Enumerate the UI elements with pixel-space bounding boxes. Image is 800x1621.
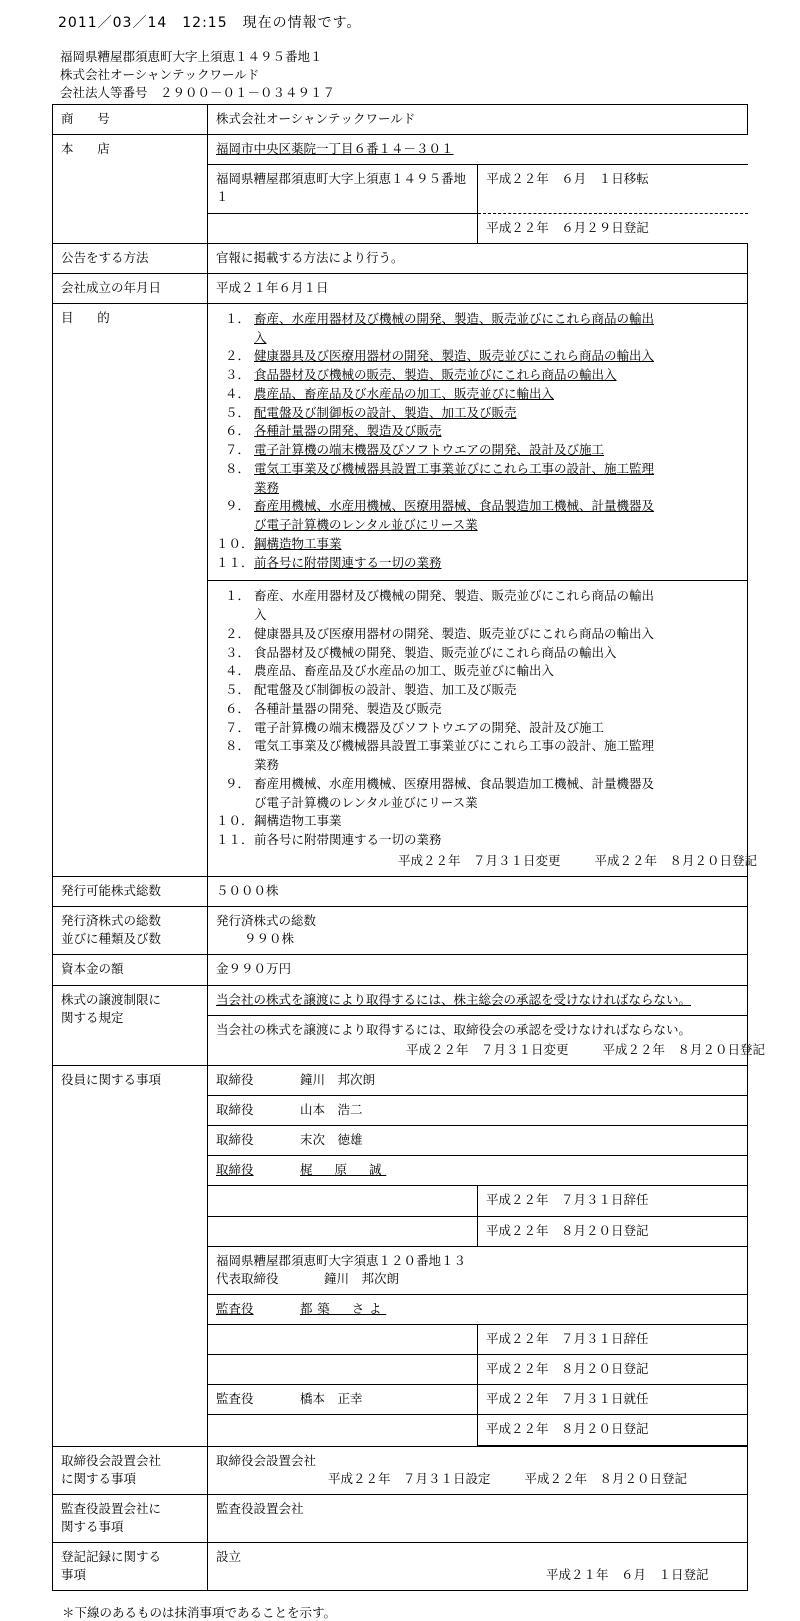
- officer-entry: [208, 1156, 747, 1186]
- purpose-item: [208, 831, 741, 850]
- purpose-item-text: 各種計量器の開発、製造及び販売: [254, 700, 442, 716]
- transfer-restriction-cell: [208, 985, 766, 1065]
- purpose-item: [208, 535, 741, 554]
- purpose-item-text: 前各号に附帯関連する一切の業務: [254, 832, 442, 848]
- officer-date-row: [208, 1216, 747, 1246]
- value-auditor-company: 監査役設置会社: [208, 1494, 748, 1542]
- purpose-item-number: １１．: [216, 832, 254, 848]
- label-issued-shares: 発行済株式の総数 並びに種類及び数: [53, 907, 208, 955]
- officers-cell: [208, 1065, 748, 1446]
- purpose-item-text: 畜産、水産用器材及び機械の開発、製造、販売並びにこれら商品の輸出: [254, 588, 655, 604]
- officer-date-row: [208, 1186, 747, 1216]
- purpose-item-number: ８．: [224, 460, 250, 476]
- officer-name: 梶 原 誠: [300, 1162, 387, 1178]
- auditor-row: [208, 1385, 747, 1415]
- corporate-number-line: 会社法人等番号 ２９００－０１－０３４９１７: [60, 84, 336, 100]
- value-trade-name: 株式会社オーシャンテックワールド: [208, 105, 748, 135]
- purpose-item-number: １１．: [216, 554, 254, 570]
- purpose-item-text: 業務: [254, 479, 280, 495]
- head-office-subtable: [208, 135, 748, 243]
- purpose-item-text: 電気工事業及び機械器具設置工事業並びにこれら工事の設計、施工監理: [254, 738, 655, 754]
- officer-entry: [208, 1294, 747, 1324]
- purpose-item-text: 配電盤及び制御板の設計、製造、加工及び販売: [254, 404, 517, 420]
- purpose-item-number: ６．: [224, 423, 250, 439]
- officer-name: 橋本 正幸: [300, 1391, 363, 1407]
- head-office-reg-row: [208, 213, 748, 243]
- officer-title: 取締役: [216, 1071, 254, 1087]
- purpose-item-text: 入: [254, 607, 267, 623]
- officer-date: 平成２２年 ７月３１日辞任: [478, 1325, 748, 1355]
- value-registry-record: 設立 平成２１年 ６月 １日登記: [208, 1543, 748, 1591]
- label-capital: 資本金の額: [53, 955, 208, 985]
- purpose-item-text: び電子計算機のレンタル並びにリース業: [254, 517, 478, 533]
- timestamp: 2011／03／14 12:15 現在の情報です。: [58, 15, 362, 31]
- head-office-move-date: 平成２２年 ６月 １日移転: [478, 165, 748, 213]
- head-office-blank: [208, 213, 478, 243]
- purpose-item: [208, 366, 741, 385]
- officer-title: 取締役: [216, 1132, 254, 1148]
- table-row-officers: [53, 1065, 748, 1446]
- value-board-company: 取締役会設置会社 平成２２年 ７月３１日設定 平成２２年 ８月２０日登記: [208, 1446, 748, 1494]
- purpose-item: [208, 422, 741, 441]
- purpose-item-text: 鋼構造物工事業: [254, 813, 342, 829]
- purpose-item-number: ７．: [224, 719, 250, 735]
- officer-date-spacer: [208, 1186, 478, 1216]
- officer-title: 監査役: [216, 1300, 254, 1316]
- value-authorized-shares: ５０００株: [208, 877, 748, 907]
- purpose-change-dates: 平成２２年 ７月３１日変更 平成２２年 ８月２０日登記: [398, 852, 758, 868]
- head-office-new-row: [208, 165, 748, 213]
- label-registry-record: 登記記録に関する 事項: [53, 1543, 208, 1591]
- purpose-item: [208, 554, 741, 573]
- table-row-authorized-shares: [53, 877, 748, 907]
- purpose-cell: [208, 303, 758, 876]
- purpose-item-text: 電子計算機の端末機器及びソフトウエアの開発、設計及び施工: [254, 442, 605, 458]
- purpose-item-text: 食品器材及び機械の開発、製造、販売並びにこれら商品の輸出入: [254, 644, 617, 660]
- table-row-transfer-restriction: [53, 985, 748, 1065]
- officer-date: 平成２２年 ８月２０日登記: [478, 1355, 748, 1385]
- purpose-item-number: １．: [224, 310, 250, 326]
- value-establishment-date: 平成２１年６月１日: [208, 273, 748, 303]
- purpose-new-row: [208, 581, 747, 876]
- rep-director-line: [216, 1270, 741, 1288]
- auditor-date-spacer: [208, 1415, 478, 1445]
- head-office-old-row: [208, 135, 748, 165]
- officer-entry: [208, 1066, 747, 1096]
- officer-row-struck: [208, 1156, 747, 1186]
- purpose-item-number: ９．: [224, 498, 250, 514]
- purpose-item: [208, 662, 741, 681]
- label-board-company: 取締役会設置会社 に関する事項: [53, 1446, 208, 1494]
- purpose-item-number: ５．: [224, 404, 250, 420]
- purpose-item-number: ７．: [224, 442, 250, 458]
- purpose-subtable: [208, 304, 758, 876]
- purpose-item-text: び電子計算機のレンタル並びにリース業: [254, 794, 478, 810]
- officer-row: [208, 1096, 747, 1126]
- registry-table: [52, 104, 766, 1591]
- purpose-item-number: ３．: [224, 644, 250, 660]
- address-line-1: 福岡県糟屋郡須恵町大字上須恵１４９５番地１: [60, 49, 323, 64]
- table-row-establishment-date: [53, 273, 748, 303]
- purpose-item-number: ５．: [224, 682, 250, 698]
- registry-record-date: 平成２１年 ６月 １日登記: [546, 1567, 709, 1583]
- issued-shares-line2: ９９０株: [244, 931, 295, 947]
- officer-entry: [208, 1096, 747, 1126]
- rep-director-name: 鐘川 邦次朗: [324, 1270, 400, 1286]
- purpose-item-text: 各種計量器の開発、製造及び販売: [254, 423, 442, 439]
- purpose-item: [208, 385, 741, 404]
- purpose-item: [208, 441, 741, 460]
- purpose-item-text: 食品器材及び機械の販売、製造、販売並びにこれら商品の輸出入: [254, 367, 617, 383]
- purpose-item: [208, 737, 741, 775]
- table-row-trade-name: [53, 105, 748, 135]
- purpose-item: [208, 644, 741, 663]
- purpose-item-number: ３．: [224, 367, 250, 383]
- label-head-office: 本 店: [53, 135, 208, 244]
- table-row-board-company: [53, 1446, 748, 1494]
- purpose-item-text: 畜産、水産用器材及び機械の開発、製造、販売並びにこれら商品の輸出: [254, 310, 655, 326]
- purpose-old-list: [208, 310, 741, 573]
- purpose-item-number: ４．: [224, 385, 250, 401]
- purpose-item: [208, 700, 741, 719]
- purpose-item-text: 畜産用機械、水産用機械、医療用器械、食品製造加工機械、計量機器及: [254, 498, 655, 514]
- table-row-issued-shares: [53, 907, 748, 955]
- officer-date: 平成２２年 ７月３１日辞任: [478, 1186, 748, 1216]
- rep-director-entry: [208, 1246, 747, 1294]
- auditor-date-spacer: [208, 1325, 478, 1355]
- label-notice-method: 公告をする方法: [53, 243, 208, 273]
- transfer-restriction-subtable: [208, 986, 766, 1065]
- purpose-item-text: 農産品、畜産品及び水産品の加工、販売並びに輸出入: [254, 385, 555, 401]
- table-row-head-office: [53, 135, 748, 244]
- purpose-item: [208, 812, 741, 831]
- table-row-capital: [53, 955, 748, 985]
- purpose-item-text: 業務: [254, 757, 280, 773]
- officer-row: [208, 1066, 747, 1096]
- purpose-item-text: 電子計算機の端末機器及びソフトウエアの開発、設計及び施工: [254, 719, 605, 735]
- purpose-item-number: １０．: [216, 535, 254, 551]
- purpose-item-text: 畜産用機械、水産用機械、医療用器械、食品製造加工機械、計量機器及: [254, 775, 655, 791]
- officer-date: 平成２２年 ７月３１日就任: [478, 1385, 748, 1415]
- rep-director-row: [208, 1246, 747, 1294]
- purpose-item-number: ８．: [224, 738, 250, 754]
- label-establishment-date: 会社成立の年月日: [53, 273, 208, 303]
- rep-director-address: 福岡県糟屋郡須恵町大字須恵１２０番地１３: [216, 1252, 467, 1268]
- label-trade-name: 商 号: [53, 105, 208, 135]
- purpose-old-row: [208, 304, 747, 581]
- purpose-item-text: 配電盤及び制御板の設計、製造、加工及び販売: [254, 682, 517, 698]
- purpose-item-number: ９．: [224, 775, 250, 791]
- label-transfer-restriction: 株式の譲渡制限に 関する規定: [53, 985, 208, 1065]
- purpose-item-number: １０．: [216, 813, 254, 829]
- officer-date: 平成２２年 ８月２０日登記: [478, 1216, 748, 1246]
- table-row-registry-record: [53, 1543, 748, 1591]
- officer-title: 取締役: [216, 1162, 254, 1178]
- head-office-old-value: 福岡市中央区薬院一丁目６番１４－３０１: [208, 135, 748, 165]
- purpose-item-text: 健康器具及び医療用器材の開発、製造、販売並びにこれら商品の輸出入: [254, 625, 655, 641]
- rep-director-title: 代表取締役: [216, 1270, 279, 1286]
- purpose-item: [208, 310, 741, 348]
- purpose-item-text: 鋼構造物工事業: [254, 535, 342, 551]
- purpose-item: [208, 460, 741, 498]
- purpose-item-number: ４．: [224, 663, 250, 679]
- purpose-item: [208, 587, 741, 625]
- purpose-new-list-cell: [208, 581, 758, 876]
- officer-row: [208, 1126, 747, 1156]
- officer-title: 取締役: [216, 1102, 254, 1117]
- table-row-auditor-company: [53, 1494, 748, 1542]
- purpose-item: [208, 625, 741, 644]
- value-capital: 金９９０万円: [208, 955, 748, 985]
- table-row-notice-method: [53, 243, 748, 273]
- company-name-line: 株式会社オーシャンテックワールド: [60, 66, 260, 82]
- purpose-item-number: ２．: [224, 348, 250, 364]
- auditor-row: [208, 1294, 747, 1324]
- table-row-purpose: [53, 303, 748, 876]
- purpose-item: [208, 681, 741, 700]
- label-purpose: 目 的: [53, 303, 208, 876]
- issued-shares-line1: 発行済株式の総数: [216, 913, 317, 929]
- officer-name: 末次 徳雄: [300, 1132, 363, 1148]
- purpose-item-number: １．: [224, 588, 250, 604]
- officer-name: 都築 さよ: [300, 1300, 387, 1316]
- transfer-old-row: [208, 986, 747, 1016]
- officer-name: 山本 浩二: [300, 1102, 363, 1117]
- purpose-old-list-cell: [208, 304, 747, 581]
- auditor-date-row: [208, 1415, 747, 1445]
- purpose-item-text: 健康器具及び医療用器材の開発、製造、販売並びにこれら商品の輸出入: [254, 348, 655, 364]
- transfer-new-value: 当会社の株式を譲渡により取得するには、取締役会の承認を受けなければならない。 平成２２年 ７月３１日変更 平成２２年 ８月２０日登記: [208, 1015, 747, 1065]
- purpose-new-list: [208, 587, 741, 850]
- transfer-new-row: [208, 1015, 747, 1065]
- purpose-item: [208, 404, 741, 423]
- label-officers: 役員に関する事項: [53, 1065, 208, 1446]
- head-office-cell: [208, 135, 748, 244]
- head-office-register-date: 平成２２年 ６月２９日登記: [478, 213, 748, 243]
- label-auditor-company: 監査役設置会社に 関する事項: [53, 1494, 208, 1542]
- officer-entry: [208, 1385, 478, 1415]
- purpose-item: [208, 775, 741, 813]
- purpose-item-text: 電気工事業及び機械器具設置工事業並びにこれら工事の設計、施工監理: [254, 460, 655, 476]
- board-company-dates: 平成２２年 ７月３１日設定 平成２２年 ８月２０日登記: [328, 1470, 688, 1486]
- officer-date: 平成２２年 ８月２０日登記: [478, 1415, 748, 1445]
- officer-name: 鐘川 邦次朗: [300, 1071, 376, 1087]
- head-office-new-value: 福岡県糟屋郡須恵町大字上須恵１４９５番地１: [208, 165, 478, 213]
- transfer-old-value: 当会社の株式を譲渡により取得するには、株主総会の承認を受けなければならない。: [208, 986, 747, 1016]
- purpose-item-number: ２．: [224, 625, 250, 641]
- officer-date-spacer: [208, 1216, 478, 1246]
- auditor-date-row: [208, 1325, 747, 1355]
- auditor-date-row: [208, 1355, 747, 1385]
- value-notice-method: 官報に掲載する方法により行う。: [208, 243, 748, 273]
- label-authorized-shares: 発行可能株式総数: [53, 877, 208, 907]
- footnote: ＊下線のあるものは抹消事項であることを示す。: [62, 1605, 337, 1620]
- purpose-item-text: 前各号に附帯関連する一切の業務: [254, 554, 442, 570]
- transfer-change-dates: 平成２２年 ７月３１日変更 平成２２年 ８月２０日登記: [406, 1041, 766, 1057]
- purpose-item: [208, 497, 741, 535]
- purpose-item-text: 農産品、畜産品及び水産品の加工、販売並びに輸出入: [254, 663, 555, 679]
- purpose-item-number: ６．: [224, 700, 250, 716]
- value-issued-shares: [208, 907, 748, 955]
- address-block: [60, 48, 335, 101]
- purpose-item: [208, 719, 741, 738]
- officers-subtable: [208, 1066, 747, 1446]
- auditor-date-spacer: [208, 1355, 478, 1385]
- officer-title: 監査役: [216, 1391, 254, 1407]
- officer-entry: [208, 1126, 747, 1156]
- purpose-item: [208, 347, 741, 366]
- purpose-item-text: 入: [254, 329, 267, 345]
